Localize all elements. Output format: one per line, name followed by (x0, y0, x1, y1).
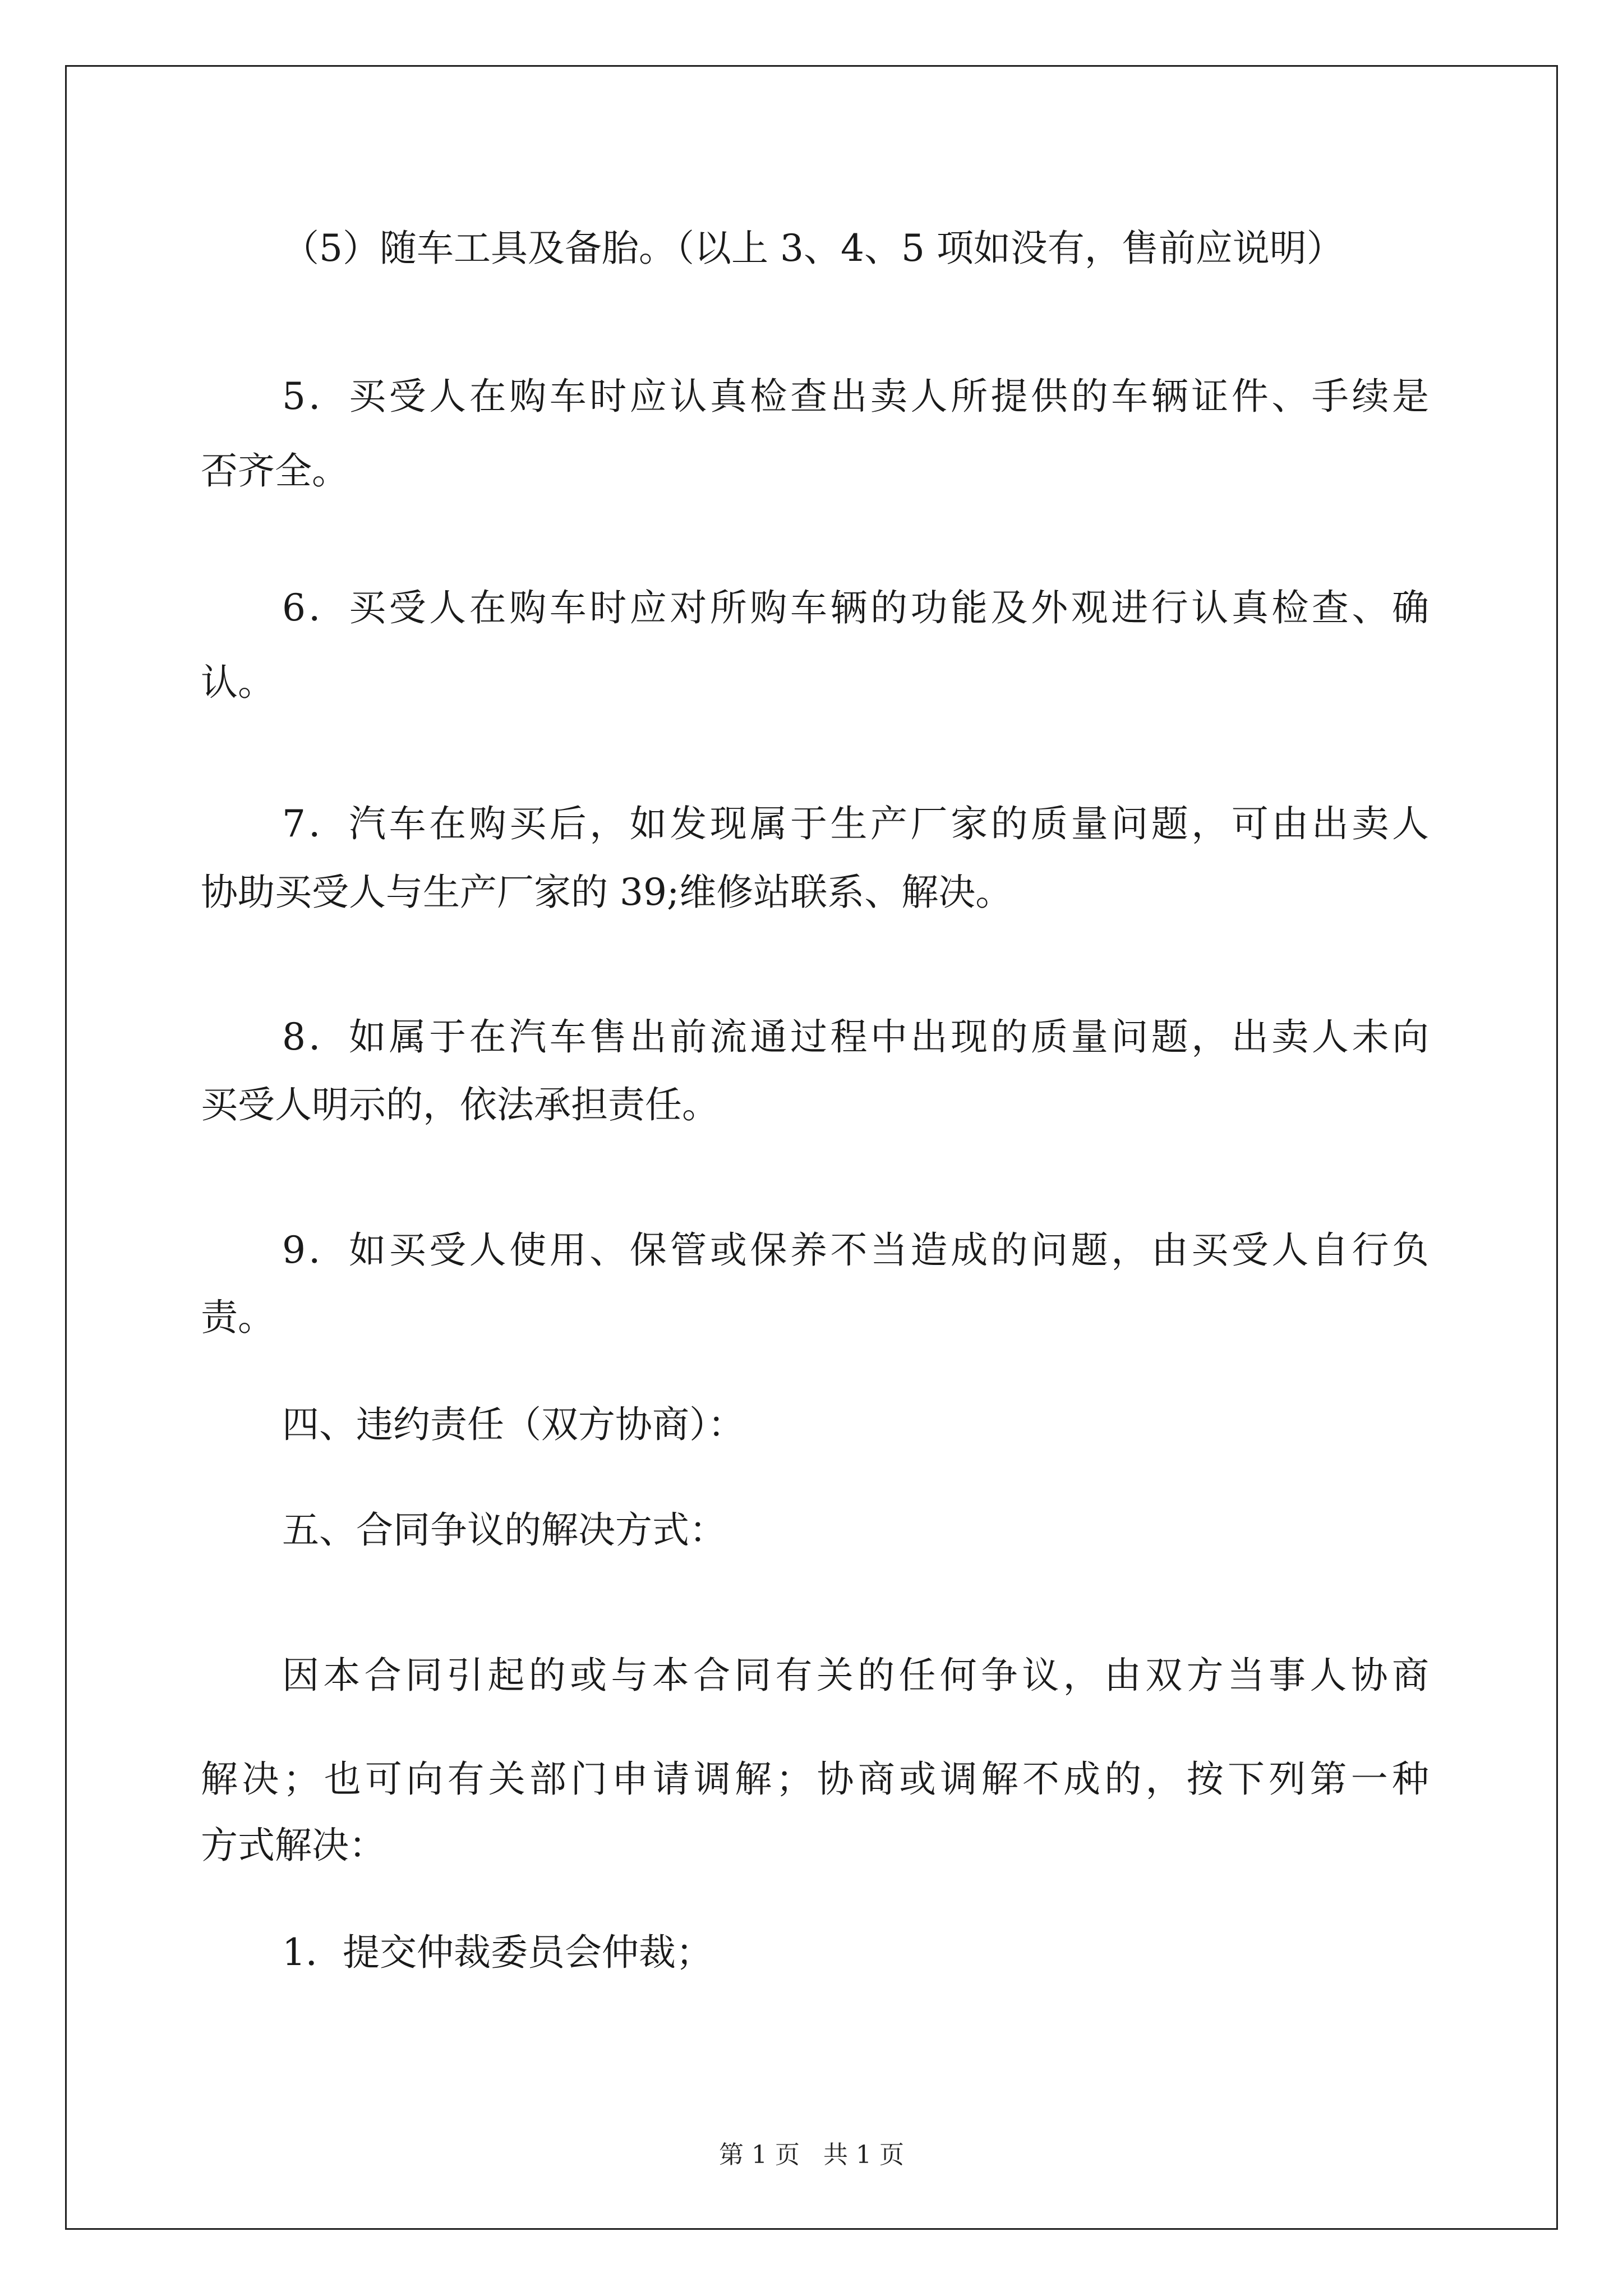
paragraph-line-14: 因本合同引起的或与本合同有关的任何争议，由双方当事人协商 (282, 1654, 1429, 1697)
paragraph-line-10: 9．如买受人使用、保管或保养不当造成的问题，由买受人自行负 (282, 1228, 1429, 1272)
paragraph-line-5: 认。 (201, 661, 275, 704)
paragraph-line-15: 解决；也可向有关部门申请调解；协商或调解不成的，按下列第一种 (201, 1757, 1429, 1801)
paragraph-line-6: 7．汽车在购买后，如发现属于生产厂家的质量问题，可由出卖人 (282, 802, 1429, 845)
paragraph-line-1: （5）随车工具及备胎。（以上 3、4、5 项如没有，售前应说明） (282, 227, 1344, 270)
paragraph-line-3: 否齐全。 (201, 449, 349, 493)
page-number: 第 1 页 (719, 2141, 800, 2169)
paragraph-line-11: 责。 (201, 1296, 275, 1339)
page-total: 共 1 页 (823, 2141, 904, 2169)
paragraph-line-16: 方式解决： (201, 1824, 386, 1867)
section-heading-5: 五、合同争议的解决方式： (282, 1508, 726, 1552)
paragraph-line-7: 协助买受人与生产厂家的 39;维修站联系、解决。 (201, 871, 1013, 914)
section-heading-4: 四、违约责任（双方协商）： (282, 1403, 745, 1446)
paragraph-line-4: 6．买受人在购车时应对所购车辆的功能及外观进行认真检查、确 (282, 586, 1429, 629)
paragraph-line-8: 8．如属于在汽车售出前流通过程中出现的质量问题，出卖人未向 (282, 1015, 1429, 1059)
paragraph-line-17: 1．提交仲裁委员会仲裁； (282, 1931, 713, 1974)
paragraph-line-9: 买受人明示的，依法承担责任。 (201, 1083, 719, 1126)
page-footer (0, 2143, 1623, 2168)
paragraph-line-2: 5．买受人在购车时应认真检查出卖人所提供的车辆证件、手续是 (282, 375, 1429, 418)
